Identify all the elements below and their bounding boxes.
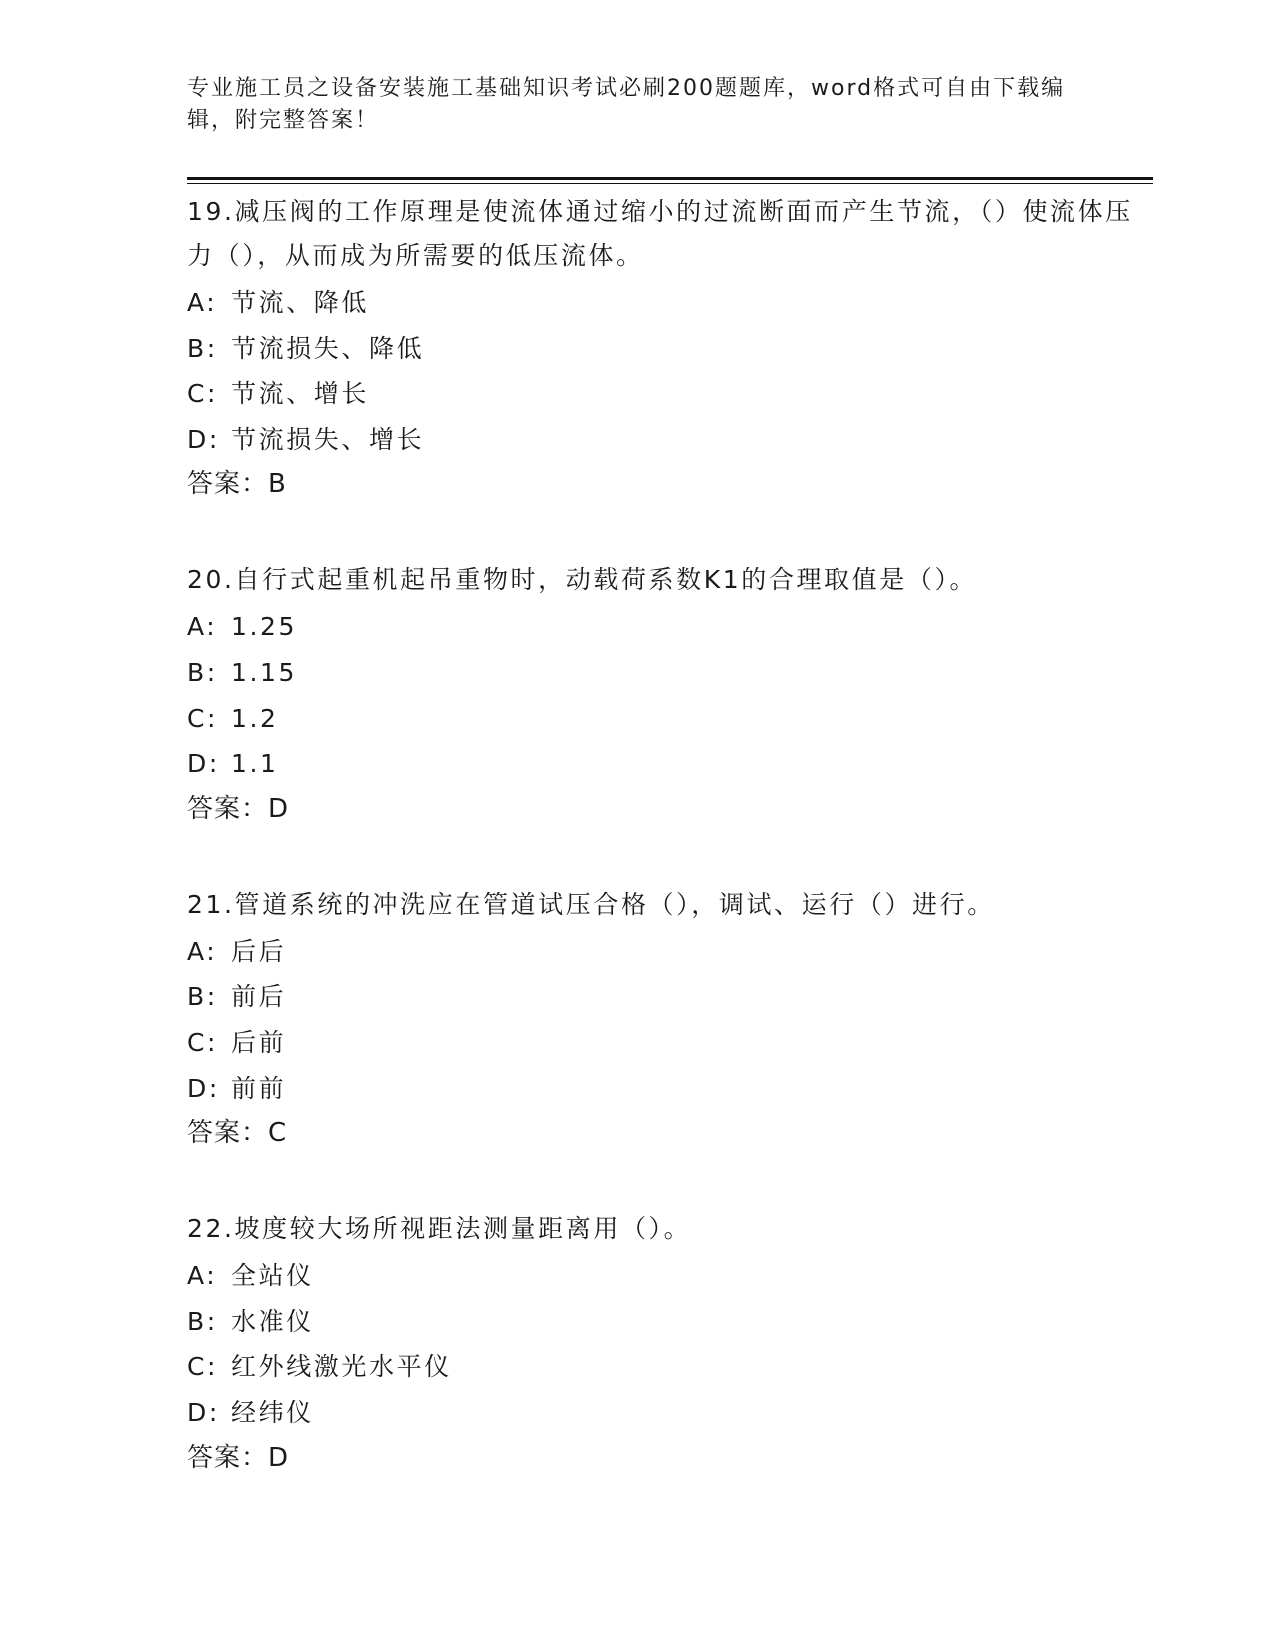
option-b — [187, 1299, 1153, 1345]
question-stem: 21.管道系统的冲洗应在管道试压合格（），调试、运行（）进行。 — [187, 889, 995, 919]
option-letter: B: — [187, 333, 218, 363]
option-text: 1.15 — [231, 657, 298, 687]
option-c — [187, 371, 1153, 417]
option-letter: B: — [187, 982, 218, 1012]
option-text: 后前 — [231, 1027, 287, 1057]
question-20 — [187, 558, 1153, 830]
option-letter: C: — [187, 703, 219, 733]
question-stem: 22.坡度较大场所视距法测量距离用（）。 — [187, 1214, 692, 1244]
option-a — [187, 1253, 1153, 1299]
option-d — [187, 1066, 1153, 1112]
option-text: 前前 — [231, 1073, 287, 1103]
option-c — [187, 696, 1153, 742]
option-text: 全站仪 — [231, 1261, 314, 1291]
answer-label: 答案：C — [187, 1118, 288, 1149]
header-rule-thick — [187, 177, 1153, 180]
option-b — [187, 326, 1153, 372]
option-text: 节流损失、降低 — [231, 333, 425, 363]
option-a — [187, 929, 1153, 975]
option-text: 后后 — [231, 936, 287, 966]
option-letter: D: — [187, 1397, 220, 1427]
option-b — [187, 650, 1153, 696]
option-letter: B: — [187, 657, 218, 687]
option-c — [187, 1344, 1153, 1390]
option-letter: A: — [187, 612, 218, 642]
option-c — [187, 1020, 1153, 1066]
option-letter: D: — [187, 749, 220, 779]
header-rule-thin — [187, 183, 1153, 184]
option-text: 节流、增长 — [231, 379, 370, 409]
option-d — [187, 1390, 1153, 1436]
option-a — [187, 604, 1153, 650]
option-letter: B: — [187, 1306, 218, 1336]
option-text: 水准仪 — [231, 1306, 314, 1336]
answer-label: 答案：D — [187, 1442, 290, 1473]
answer-label: 答案：D — [187, 793, 290, 824]
option-letter: A: — [187, 936, 218, 966]
option-text: 1.25 — [231, 612, 298, 642]
option-letter: A: — [187, 288, 218, 317]
option-letter: C: — [187, 1352, 219, 1382]
option-letter: D: — [187, 424, 220, 454]
option-text: 红外线激光水平仪 — [231, 1352, 452, 1382]
option-text: 1.2 — [231, 703, 279, 733]
option-a — [187, 280, 1153, 326]
option-letter: D: — [187, 1073, 220, 1103]
question-list — [187, 190, 1153, 1532]
option-letter: C: — [187, 1027, 219, 1057]
question-22 — [187, 1207, 1153, 1479]
option-text: 前后 — [231, 982, 287, 1012]
question-stem: 20.自行式起重机起吊重物时，动载荷系数K1的合理取值是（）。 — [187, 565, 978, 595]
option-b — [187, 974, 1153, 1020]
question-21 — [187, 883, 1153, 1155]
answer-label: 答案：B — [187, 469, 287, 500]
option-letter: A: — [187, 1261, 218, 1291]
option-text: 经纬仪 — [231, 1397, 314, 1427]
question-19 — [187, 190, 1153, 506]
option-d — [187, 741, 1153, 787]
option-letter: C: — [187, 379, 219, 409]
option-d — [187, 417, 1153, 463]
question-stem: 19.减压阀的工作原理是使流体通过缩小的过流断面而产生节流，（）使流体压力（），从而成为所需要的低压流体。 — [187, 197, 1133, 270]
option-text: 节流、降低 — [231, 288, 370, 317]
option-text: 1.1 — [231, 749, 279, 779]
option-text: 节流损失、增长 — [231, 424, 425, 454]
document-header: 专业施工员之设备安装施工基础知识考试必刷200题题库，word格式可自由下载编辑，附完整答案！ — [187, 76, 1066, 133]
